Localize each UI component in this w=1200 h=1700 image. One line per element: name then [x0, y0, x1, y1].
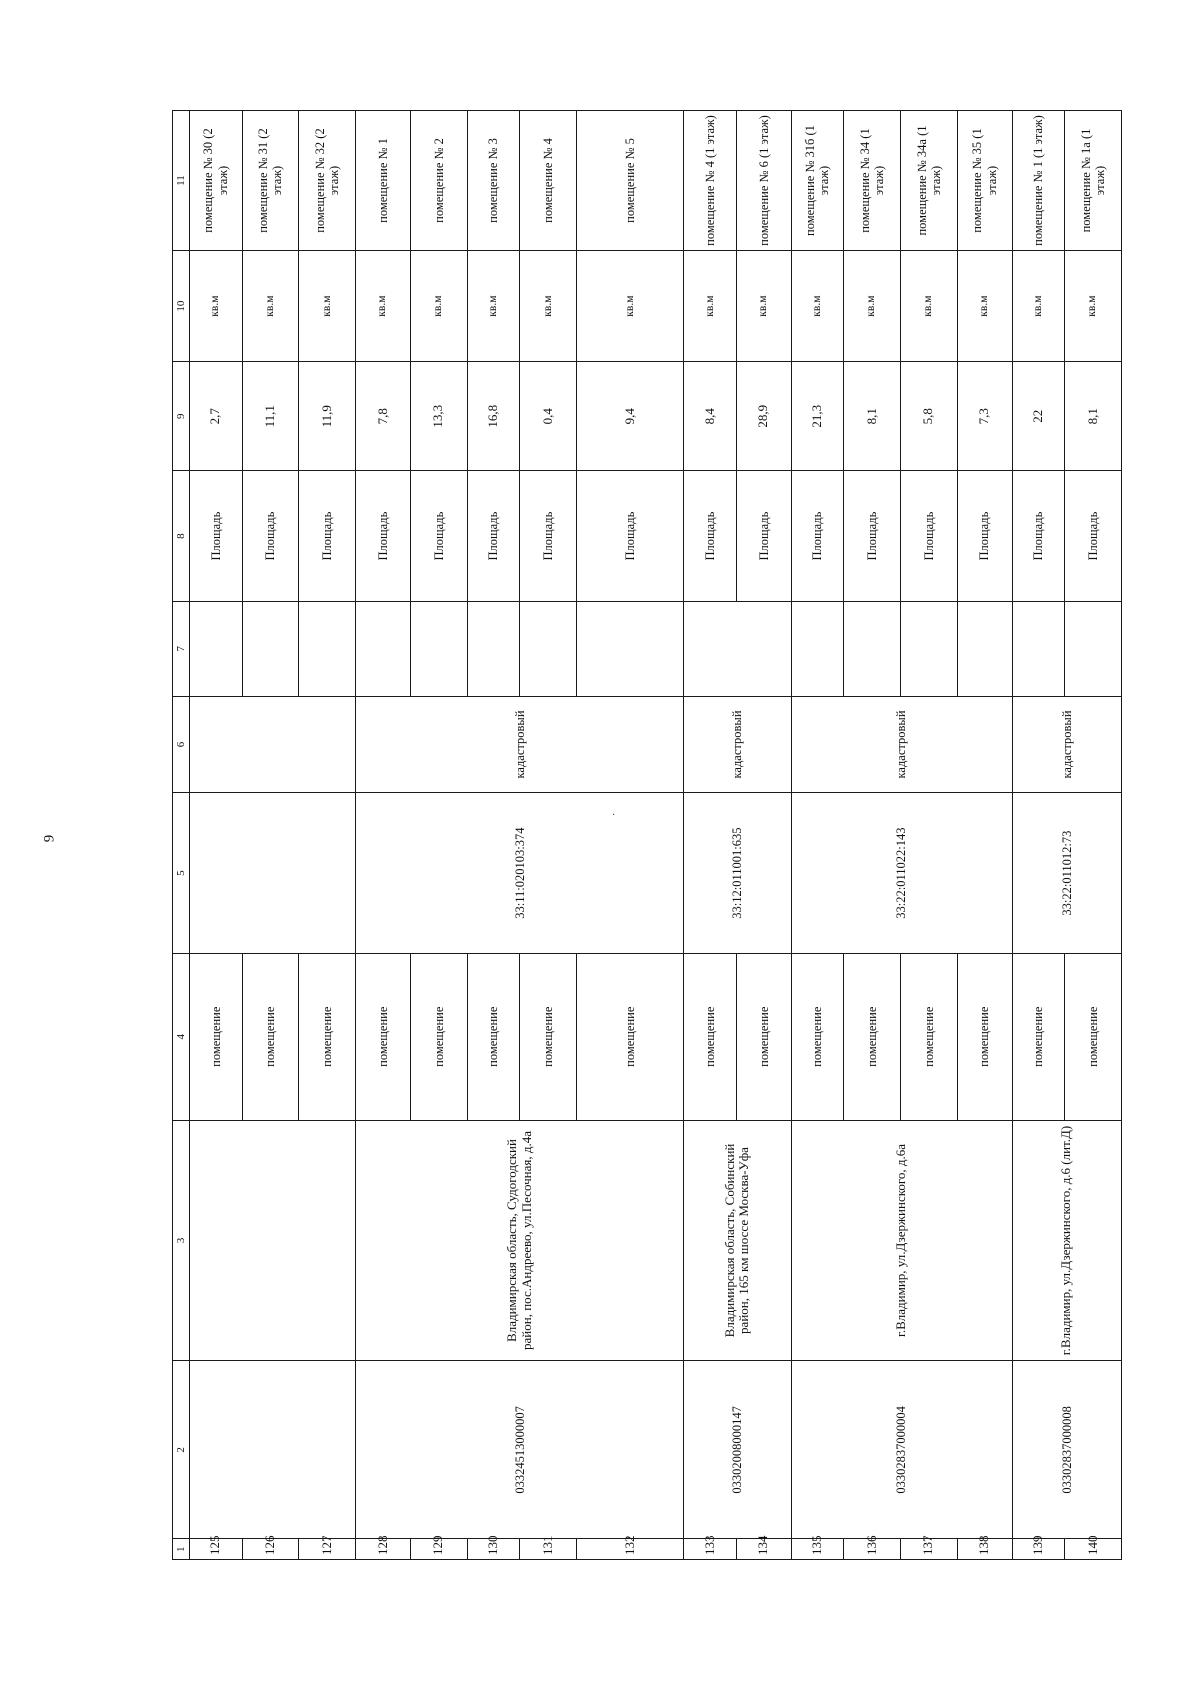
description: помещение № 1а (1 этаж) — [1065, 111, 1122, 251]
object-type: помещение — [577, 953, 684, 1120]
unit: кв.м — [844, 251, 901, 362]
description: помещение № 1 — [356, 111, 411, 251]
parameter: Площадь — [1065, 471, 1122, 602]
row-number: 131 — [520, 1539, 577, 1560]
address: Владимирская область, Собинский район, 165 км шоссе Москва-Уфа — [684, 1120, 791, 1361]
value: 22 — [1012, 362, 1065, 471]
empty-cell — [900, 601, 957, 696]
row-number: 132 — [577, 1539, 684, 1560]
object-type: помещение — [242, 953, 299, 1120]
object-type: помещение — [410, 953, 467, 1120]
empty-cadastral-cell — [190, 793, 356, 954]
unit: кв.м — [299, 251, 356, 362]
object-type: помещение — [957, 953, 1012, 1120]
empty-cell — [242, 601, 299, 696]
empty-cell — [577, 601, 684, 696]
empty-cell — [791, 601, 844, 696]
empty-cell — [957, 601, 1012, 696]
column-header: 8 — [173, 471, 190, 602]
column-header: 1 — [173, 1539, 190, 1560]
table-row — [190, 111, 243, 1560]
address: г.Владимир, ул.Дзержинского, д.6 (лит.Д) — [1012, 1120, 1122, 1361]
rotated-table-container — [172, 110, 1122, 1560]
description: помещение № 34 (1 этаж) — [844, 111, 901, 251]
object-type: помещение — [844, 953, 901, 1120]
parameter: Площадь — [410, 471, 467, 602]
description: помещение № 3 — [467, 111, 520, 251]
description: помещение № 1 (1 этаж) — [1012, 111, 1065, 251]
description: помещение № 5 — [577, 111, 684, 251]
scan-mark: · — [612, 810, 616, 821]
value: 0,4 — [520, 362, 577, 471]
row-number: 138 — [957, 1539, 1012, 1560]
unit: кв.м — [957, 251, 1012, 362]
value: 11,1 — [242, 362, 299, 471]
object-type: помещение — [1012, 953, 1065, 1120]
description: помещение № 4 (1 этаж) — [684, 111, 737, 251]
column-header: 6 — [173, 696, 190, 793]
empty-cell — [467, 601, 520, 696]
row-number: 133 — [684, 1539, 737, 1560]
value: 8,1 — [1065, 362, 1122, 471]
row-number: 135 — [791, 1539, 844, 1560]
cadastral-number: 33:12:011001:635 — [684, 793, 791, 954]
column-header: 4 — [173, 953, 190, 1120]
value: 28,9 — [736, 362, 791, 471]
table-row — [1012, 111, 1065, 1560]
column-header: 5 — [173, 793, 190, 954]
value: 13,3 — [410, 362, 467, 471]
parameter: Площадь — [356, 471, 411, 602]
registry-code: 03302008000147 — [684, 1361, 791, 1539]
object-type: помещение — [356, 953, 411, 1120]
registry-code: 03302837000008 — [1012, 1361, 1122, 1539]
row-number: 136 — [844, 1539, 901, 1560]
unit: кв.м — [736, 251, 791, 362]
unit: кв.м — [520, 251, 577, 362]
parameter: Площадь — [1012, 471, 1065, 602]
empty-code-cell — [190, 1361, 356, 1539]
number-kind: кадастровый — [1012, 696, 1122, 793]
parameter: Площадь — [577, 471, 684, 602]
row-number: 125 — [190, 1539, 243, 1560]
row-number: 137 — [900, 1539, 957, 1560]
column-header: 7 — [173, 601, 190, 696]
row-number: 128 — [356, 1539, 411, 1560]
object-type: помещение — [736, 953, 791, 1120]
row-number: 129 — [410, 1539, 467, 1560]
description: помещение № 2 — [410, 111, 467, 251]
row-number: 139 — [1012, 1539, 1065, 1560]
unit: кв.м — [467, 251, 520, 362]
description: помещение № 34а (1 этаж) — [900, 111, 957, 251]
unit: кв.м — [791, 251, 844, 362]
unit: кв.м — [577, 251, 684, 362]
parameter: Площадь — [299, 471, 356, 602]
empty-cell — [299, 601, 356, 696]
parameter: Площадь — [467, 471, 520, 602]
parameter: Площадь — [900, 471, 957, 602]
object-type: помещение — [467, 953, 520, 1120]
unit: кв.м — [242, 251, 299, 362]
column-header: 2 — [173, 1361, 190, 1539]
value: 21,3 — [791, 362, 844, 471]
column-header: 11 — [173, 111, 190, 251]
unit: кв.м — [410, 251, 467, 362]
empty-kind-cell — [190, 696, 356, 793]
row-number: 127 — [299, 1539, 356, 1560]
address: Владимирская область, Судогодский район, пос.Андреево, ул.Песочная, д.4а — [356, 1120, 684, 1361]
row-number: 134 — [736, 1539, 791, 1560]
description: помещение № 31 (2 этаж) — [242, 111, 299, 251]
value: 8,1 — [844, 362, 901, 471]
value: 9,4 — [577, 362, 684, 471]
value: 7,8 — [356, 362, 411, 471]
column-header: 9 — [173, 362, 190, 471]
parameter: Площадь — [791, 471, 844, 602]
value: 7,3 — [957, 362, 1012, 471]
description: помещение № 31б (1 этаж) — [791, 111, 844, 251]
parameter: Площадь — [242, 471, 299, 602]
empty-cell — [190, 601, 243, 696]
row-number: 130 — [467, 1539, 520, 1560]
empty-cell — [1012, 601, 1065, 696]
value: 5,8 — [900, 362, 957, 471]
empty-cell — [356, 601, 411, 696]
object-type: помещение — [900, 953, 957, 1120]
cadastral-number: 33:11:020103:374 — [356, 793, 684, 954]
property-table — [172, 110, 1122, 1560]
parameter: Площадь — [684, 471, 737, 602]
object-type: помещение — [190, 953, 243, 1120]
parameter: Площадь — [520, 471, 577, 602]
row-number: 140 — [1065, 1539, 1122, 1560]
page-number: 9 — [41, 834, 58, 843]
column-header: 3 — [173, 1120, 190, 1361]
registry-code: 03324513000007 — [356, 1361, 684, 1539]
unit: кв.м — [356, 251, 411, 362]
object-type: помещение — [791, 953, 844, 1120]
unit: кв.м — [684, 251, 737, 362]
parameter: Площадь — [190, 471, 243, 602]
unit: кв.м — [900, 251, 957, 362]
unit: кв.м — [1065, 251, 1122, 362]
registry-code: 03302837000004 — [791, 1361, 1012, 1539]
parameter: Площадь — [736, 471, 791, 602]
value: 16,8 — [467, 362, 520, 471]
object-type: помещение — [684, 953, 737, 1120]
parameter: Площадь — [957, 471, 1012, 602]
description: помещение № 35 (1 этаж) — [957, 111, 1012, 251]
address: г.Владимир, ул.Дзержинского, д.6а — [791, 1120, 1012, 1361]
description: помещение № 4 — [520, 111, 577, 251]
value: 8,4 — [684, 362, 737, 471]
empty-cell — [844, 601, 901, 696]
value: 2,7 — [190, 362, 243, 471]
description: помещение № 6 (1 этаж) — [736, 111, 791, 251]
object-type: помещение — [520, 953, 577, 1120]
table-row — [684, 111, 737, 1560]
cadastral-number: 33:22:011012:73 — [1012, 793, 1122, 954]
empty-cell — [410, 601, 467, 696]
number-kind: кадастровый — [356, 696, 684, 793]
number-kind: кадастровый — [684, 696, 791, 793]
number-kind: кадастровый — [791, 696, 1012, 793]
column-numbers-row — [173, 111, 190, 1560]
description: помещение № 30 (2 этаж) — [190, 111, 243, 251]
parameter: Площадь — [844, 471, 901, 602]
object-type: помещение — [299, 953, 356, 1120]
value: 11,9 — [299, 362, 356, 471]
empty-cell — [684, 601, 791, 696]
column-header: 10 — [173, 251, 190, 362]
empty-cell — [1065, 601, 1122, 696]
unit: кв.м — [190, 251, 243, 362]
description: помещение № 32 (2 этаж) — [299, 111, 356, 251]
table-row — [356, 111, 411, 1560]
empty-address-cell — [190, 1120, 356, 1361]
unit: кв.м — [1012, 251, 1065, 362]
row-number: 126 — [242, 1539, 299, 1560]
cadastral-number: 33:22:011022:143 — [791, 793, 1012, 954]
table-row — [791, 111, 844, 1560]
object-type: помещение — [1065, 953, 1122, 1120]
empty-cell — [520, 601, 577, 696]
